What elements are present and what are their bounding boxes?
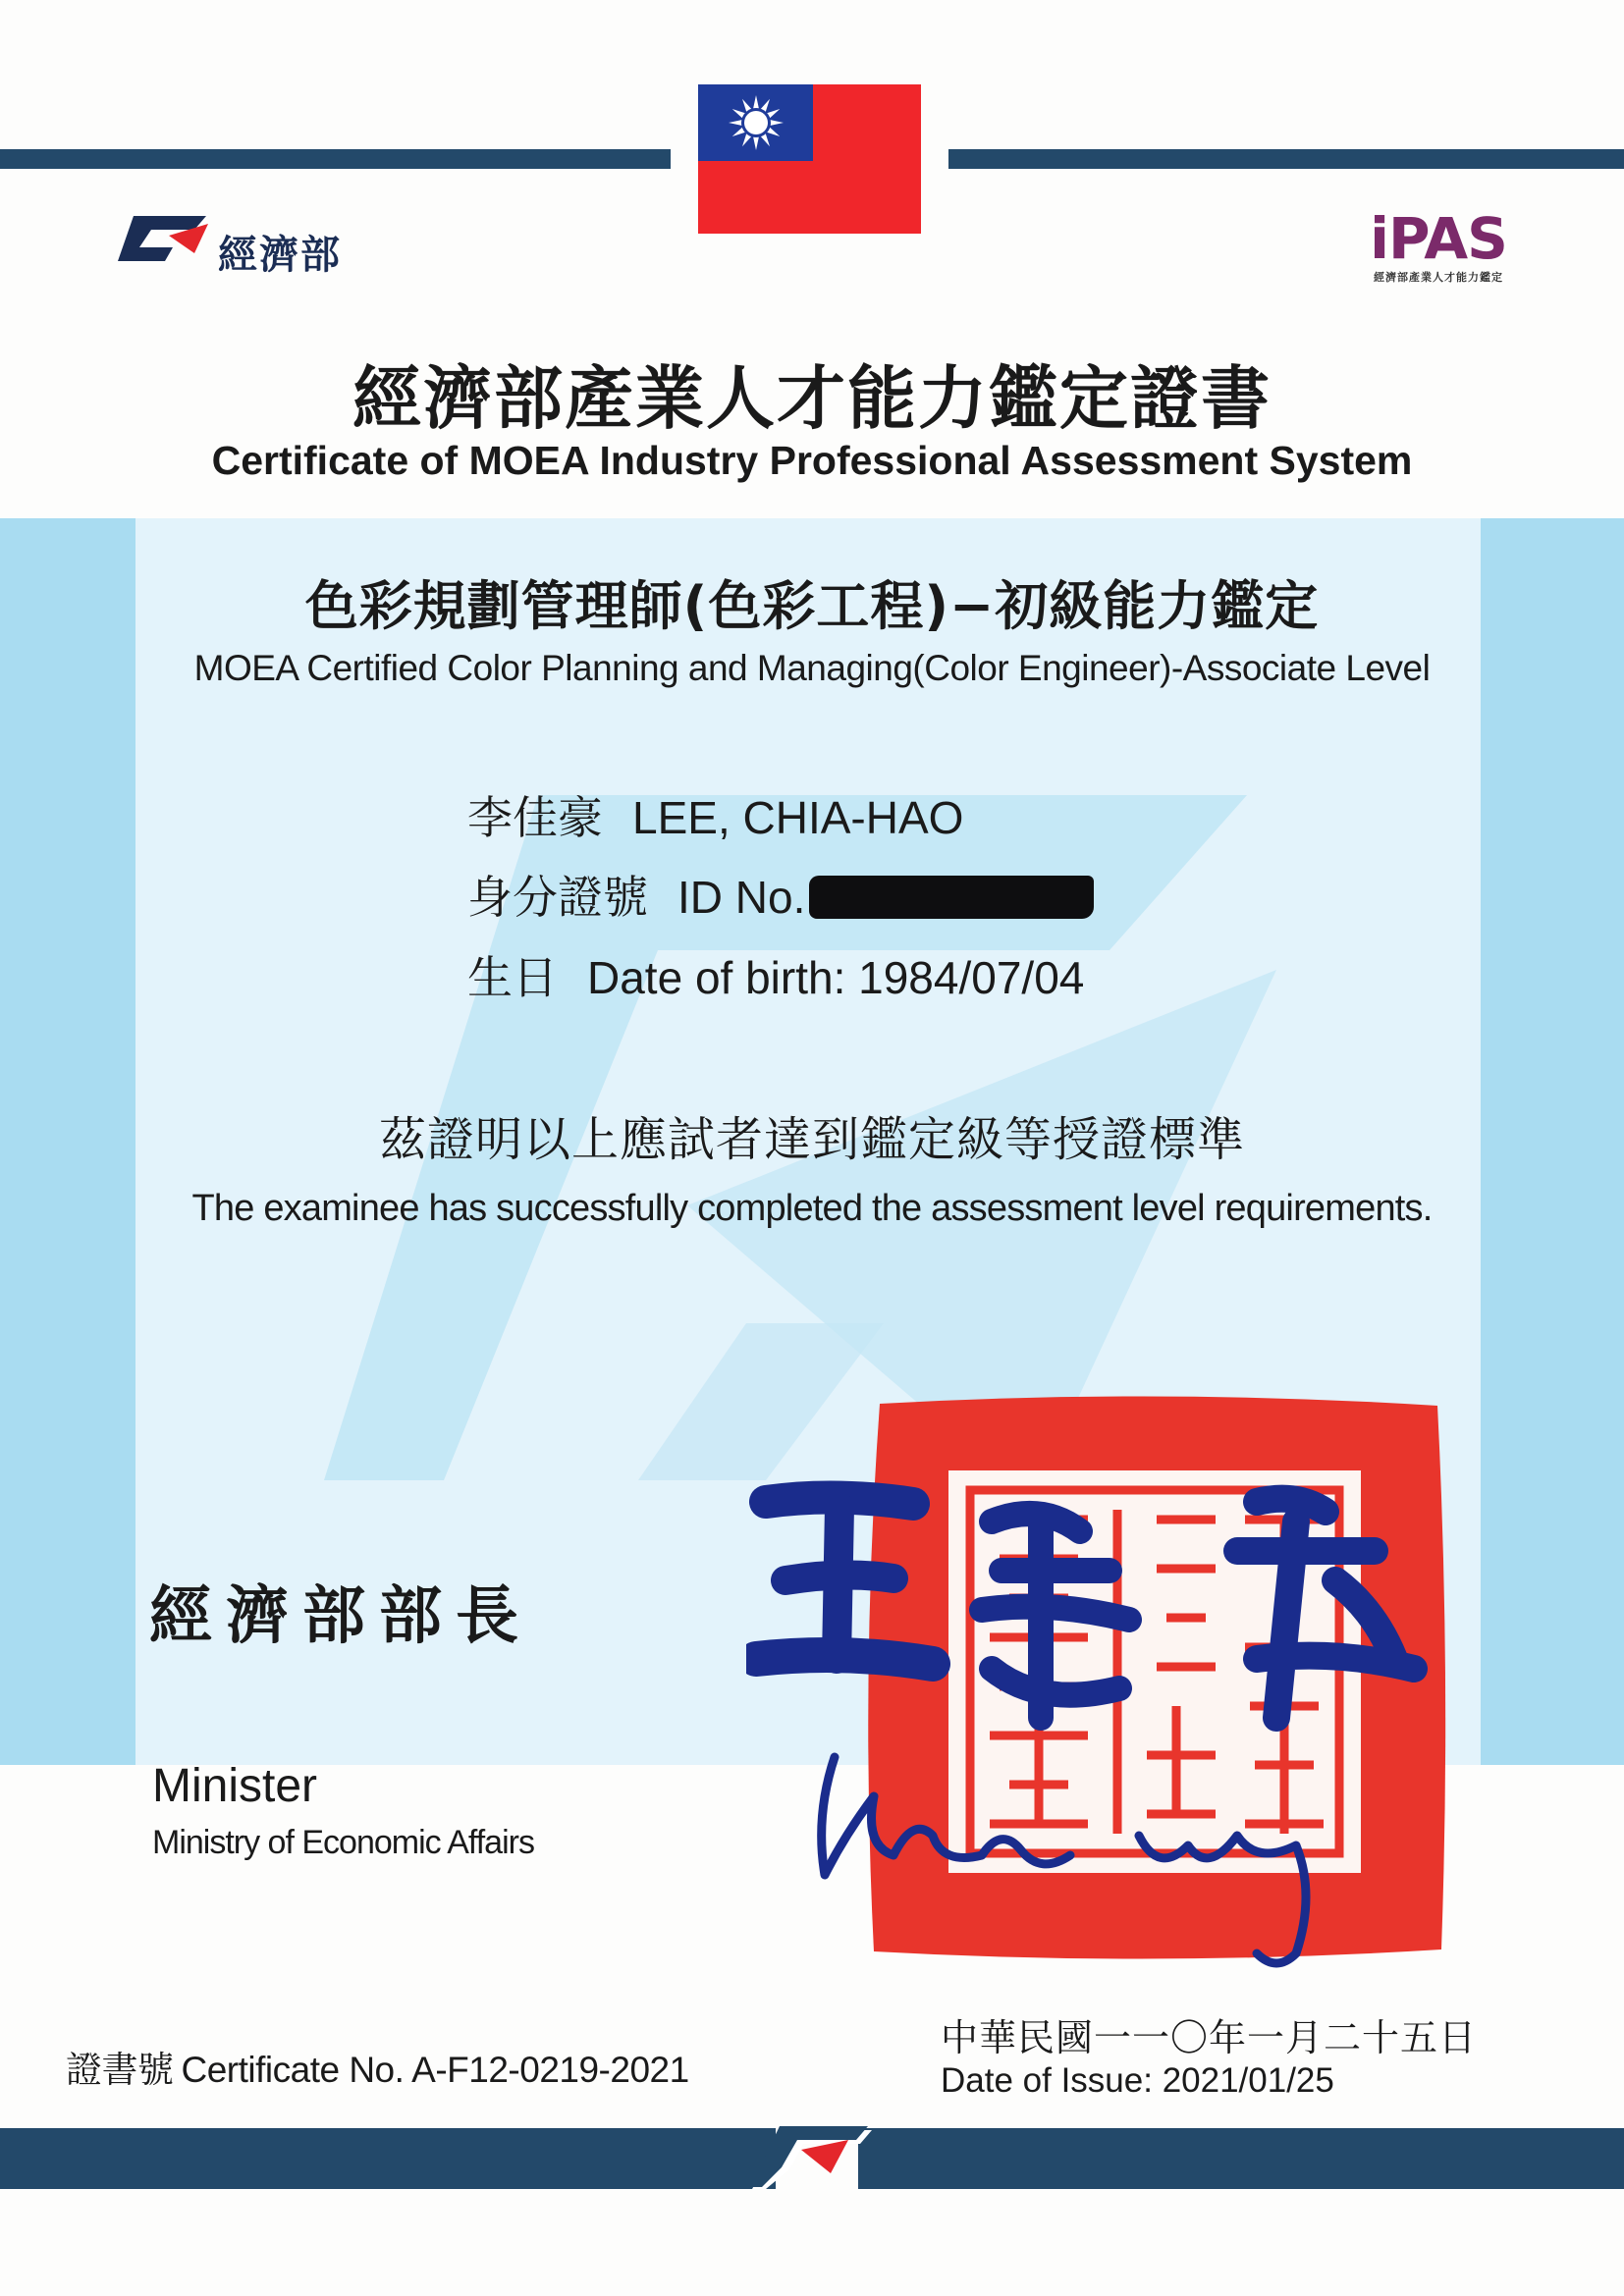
moea-logo (112, 206, 367, 285)
dob-label-zh: 生日 (467, 951, 558, 1004)
dob-value: 1984/07/04 (858, 952, 1085, 1003)
issue-date-en-line (941, 2061, 1334, 2101)
header-bar-left (0, 149, 671, 169)
holder-name-en: LEE, CHIA-HAO (632, 792, 964, 843)
white-sun-icon (727, 93, 785, 152)
ipas-logo (1360, 205, 1517, 287)
cert-number-value: A-F12-0219-2021 (411, 2050, 689, 2090)
holder-dob-line (467, 942, 1084, 1007)
ministry-name-en: Ministry of Economic Affairs (152, 1824, 534, 1861)
certification-statement-zh: 茲證明以上應試者達到鑑定級等授證標準 (378, 1112, 1245, 1167)
issue-label-en: Date of Issue: (941, 2061, 1153, 2100)
holder-name-zh: 李佳豪 (467, 791, 603, 844)
dob-label-en: Date of birth: (587, 952, 846, 1003)
flag-canton (698, 84, 813, 161)
ipas-logo-subtitle: 經濟部產業人才能力鑑定 (1374, 271, 1503, 284)
header-bar-right (948, 149, 1624, 169)
footer-bar-right (858, 2128, 1624, 2189)
id-label-en: ID No. (677, 872, 806, 923)
holder-name-line (467, 782, 963, 847)
certificate-title-en: Certificate of MOEA Industry Professional Assessment System (211, 438, 1413, 483)
national-flag (698, 84, 921, 234)
minister-signature-icon (746, 1463, 1434, 1983)
footer-bar-left (0, 2128, 776, 2189)
holder-id-line (467, 862, 1094, 927)
issue-date-zh: 中華民國一一〇年一月二十五日 (941, 2016, 1478, 2059)
cert-label-zh: 證書號 (66, 2049, 174, 2091)
assessment-subject-zh: 色彩規劃管理師(色彩工程)−初級能力鑑定 (304, 575, 1320, 637)
assessment-subject-en: MOEA Certified Color Planning and Managing(Color Engineer)-Associate Level (193, 648, 1431, 688)
certificate-number (66, 2040, 689, 2093)
minister-title-zh: 經濟部部長 (149, 1580, 532, 1653)
id-number-redaction (809, 876, 1094, 919)
issue-date-en: 2021/01/25 (1162, 2061, 1334, 2100)
minister-title-en: Minister (152, 1760, 318, 1812)
moea-logo-text: 經濟部 (218, 233, 342, 278)
id-label-zh: 身分證號 (467, 871, 648, 924)
ipas-logo-text: iPAS (1370, 205, 1507, 272)
certificate-title-zh: 經濟部產業人才能力鑑定證書 (352, 358, 1272, 439)
moea-emblem-icon (112, 206, 210, 285)
moea-emblem-footer-icon (746, 2120, 884, 2197)
cert-label-en: Certificate No. (181, 2050, 405, 2090)
certification-statement-en: The examinee has successfully completed the assessment level requirements. (191, 1188, 1433, 1229)
